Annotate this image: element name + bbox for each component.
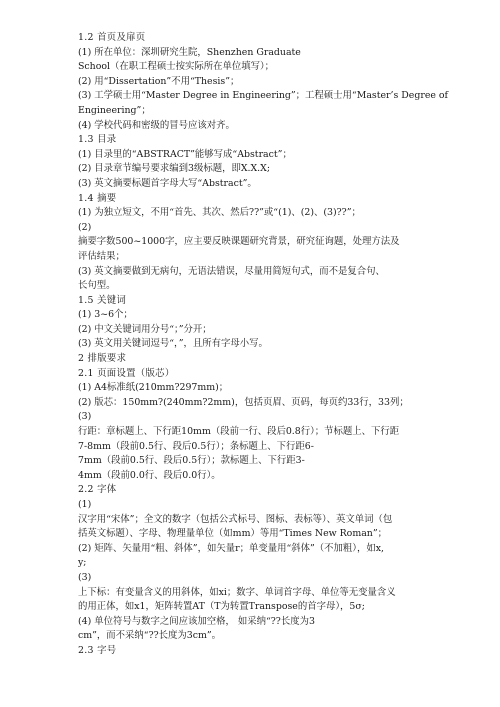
text-line: (2) <box>78 221 92 233</box>
text-line: (3) 英文摘要标题首字母大写“Abstract”。 <box>78 177 257 189</box>
text-line: 汉字用“宋体”；全文的数字（包括公式标号、图标、表标等）、英文单词（包 <box>78 513 393 525</box>
text-line: (1) 所在单位：深圳研究生院，Shenzhen Graduate <box>78 46 301 58</box>
section-heading: 2.3 字号 <box>78 644 117 656</box>
section-heading: 2.2 字体 <box>78 484 117 496</box>
text-line: (2) 目录章节编号要求编到3级标题，即X.X.X; <box>78 163 270 175</box>
text-line: (2) 中文关键词用分号“；”分开； <box>78 323 212 335</box>
text-line: (3) 工学硕士用“Master Degree in Engineering”；工程硕士用“Master’s Degree of <box>78 90 449 102</box>
text-line: 的用正体，如x1，矩阵转置AT（T为转置Transpose的首字母），5σ; <box>78 601 365 613</box>
document-body <box>78 31 449 659</box>
text-line: (1) <box>78 499 92 510</box>
text-line: (3) 英文摘要做到无病句，无语法错误，尽量用简短句式，而不是复合句、 <box>78 265 385 277</box>
text-line: (3) 英文用关键词逗号“，”，且所有字母小写。 <box>78 338 268 350</box>
text-line: 4mm（段前0.0行、段后0.0行）。 <box>78 469 221 481</box>
section-heading: 2.1 页面设置（版芯） <box>78 367 175 379</box>
text-line: Engineering”； <box>78 104 151 116</box>
text-line: (1) 为独立短文，不用“首先、其次、然后??”或“(1)、(2)、(3)??”； <box>78 207 361 219</box>
section-heading: 1.5 关键词 <box>78 294 127 306</box>
text-line: (4) 单位符号与数字之间应该加空格， 如采纳“??长度为3 <box>78 615 315 627</box>
text-line: (3) <box>78 411 92 423</box>
section-heading: 1.2 首页及扉页 <box>78 32 146 43</box>
text-line: 上下标：有变量含义的用斜体，如xi；数字、单词首字母、单位等无变量含义 <box>78 586 396 598</box>
text-line: School（在职工程硕士按实际所在单位填写）； <box>78 61 275 73</box>
text-line: (1) A4标准纸(210mm?297mm)； <box>78 382 229 394</box>
text-line: (2) 版芯：150mm?(240mm?2mm)，包括页眉、页码，每页约33行，33列； <box>78 396 409 408</box>
text-line: y; <box>78 557 87 569</box>
section-heading: 1.3 目录 <box>78 134 117 146</box>
text-line: 7mm（段前0.5行、段后0.5行）；款标题上、下行距3- <box>78 455 305 467</box>
text-line: (2) 用“Dissertation”不用“Thesis”； <box>78 75 240 87</box>
text-line: (4) 学校代码和密级的冒号应该对齐。 <box>78 119 235 131</box>
text-line: 长句型。 <box>78 280 116 292</box>
text-line: (2) 矩阵、矢量用“粗、斜体”，如矢量r；单变量用“斜体”（不加粗），如x, <box>78 542 384 554</box>
text-line: (1) 目录里的“ABSTRACT”能够写成“Abstract”； <box>78 148 292 160</box>
text-line: 评估结果； <box>78 250 125 262</box>
text-line: 7-8mm（段前0.5行、段后0.5行）；条标题上、下行距6- <box>78 440 314 452</box>
chapter-heading: 2 排版要求 <box>78 353 127 365</box>
text-line: 括英文标题）、字母、物理量单位（如mm）等用“Times New Roman”； <box>78 528 388 540</box>
text-line: (1) 3~6个； <box>78 309 133 321</box>
text-line: 摘要字数500~1000字，应主要反映课题研究背景，研究征询题，处理方法及 <box>78 236 400 248</box>
text-line: (3) <box>78 571 92 583</box>
text-line: cm”，而不采纳“??长度为3cm”。 <box>78 630 222 642</box>
section-heading: 1.4 摘要 <box>78 192 117 204</box>
text-line: 行距：章标题上、下行距10mm（段前一行、段后0.8行）；节标题上、下行距 <box>78 426 400 438</box>
